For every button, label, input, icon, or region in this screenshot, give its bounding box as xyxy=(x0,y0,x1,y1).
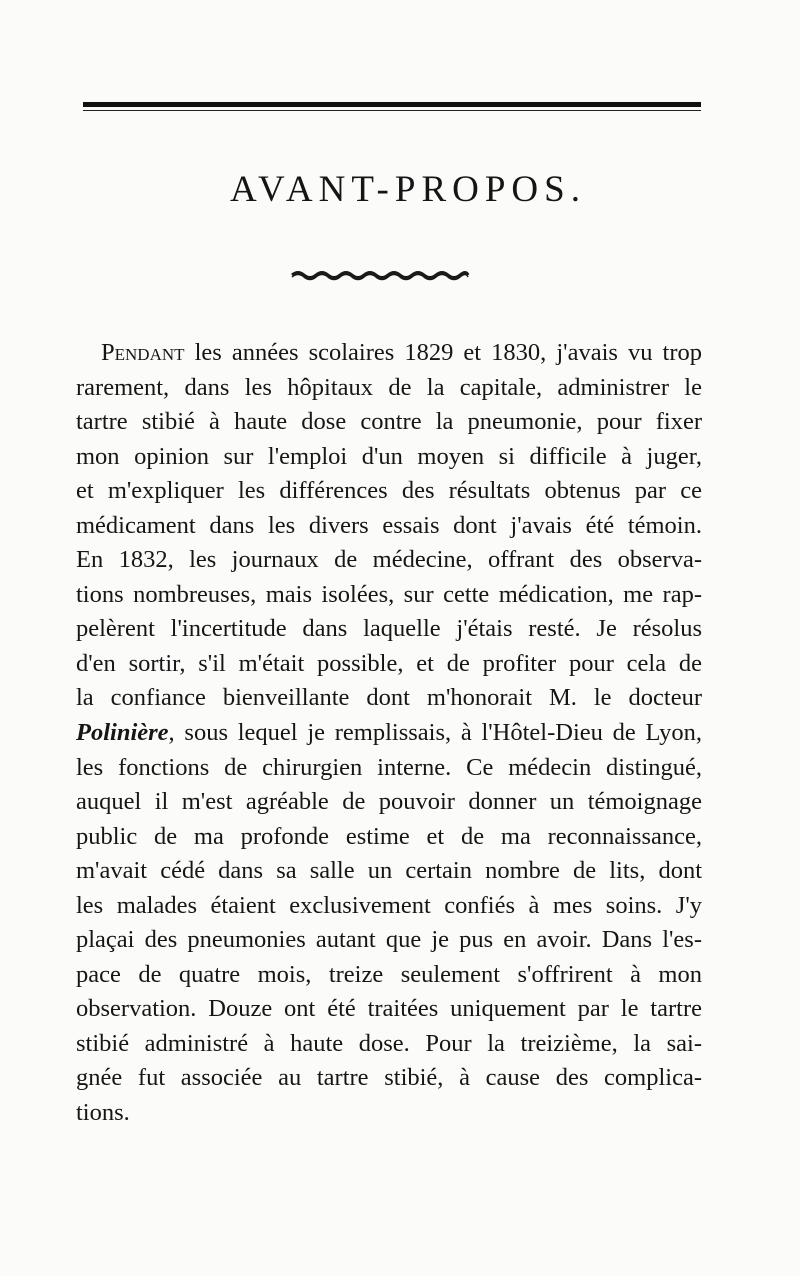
text-line: les fonctions de chirurgien interne. Ce médecin distingué, xyxy=(76,753,702,781)
text-line xyxy=(76,716,702,751)
text-line: d'en sortir, s'il m'était possible, et de profiter pour cela de xyxy=(76,649,702,677)
text-line: pelèrent l'incertitude dans laquelle j'étais resté. Je résolus xyxy=(76,615,702,643)
text-line: m'avait cédé dans sa salle un certain nombre de lits, dont xyxy=(76,857,702,885)
text-line: auquel il m'est agréable de pouvoir donner un témoignage xyxy=(76,788,702,816)
text-line: les malades étaient exclusivement confiés à mes soins. J'y xyxy=(76,891,702,919)
text-line: médicament dans les divers essais dont j'avais été témoin. xyxy=(76,511,702,539)
text-line-content: , sous lequel je remplissais, à l'Hôtel-Dieu de Lyon, xyxy=(168,719,702,747)
header-rule xyxy=(83,102,701,111)
text-line: gnée fut associée au tartre stibié, à cause des complica- xyxy=(76,1064,702,1092)
text-line: rarement, dans les hôpitaux de la capitale, administrer le xyxy=(76,373,702,401)
ornament-divider xyxy=(290,268,470,282)
text-line: tartre stibié à haute dose contre la pneumonie, pour fixer xyxy=(76,408,702,436)
text-line: public de ma profonde estime et de ma reconnaissance, xyxy=(76,822,702,850)
text-line xyxy=(76,336,702,371)
text-line: pace de quatre mois, treize seulement s'offrirent à mon xyxy=(76,960,702,988)
text-line: En 1832, les journaux de médecine, offrant des observa- xyxy=(76,546,702,574)
chapter-title: AVANT-PROPOS. xyxy=(230,169,586,210)
text-line: observation. Douze ont été traitées uniquement par le tartre xyxy=(76,995,702,1023)
text-line-content: les années scolaires 1829 et 1830, j'avais vu trop xyxy=(184,339,702,366)
text-line: tions nombreuses, mais isolées, sur cette médication, me rap- xyxy=(76,580,702,608)
person-name: Polinière xyxy=(76,719,169,747)
text-line: la confiance bienveillante dont m'honorait M. le docteur xyxy=(76,684,702,712)
body-paragraph xyxy=(76,336,702,1131)
text-line: stibié administré à haute dose. Pour la treizième, la sai- xyxy=(76,1029,702,1057)
text-line: et m'expliquer les différences des résultats obtenus par ce xyxy=(76,477,702,505)
text-line: tions. xyxy=(76,1099,130,1127)
text-line: mon opinion sur l'emploi d'un moyen si difficile à juger, xyxy=(76,442,702,470)
text-line: plaçai des pneumonies autant que je pus en avoir. Dans l'es- xyxy=(76,926,702,954)
lead-word: Pendant xyxy=(101,339,185,366)
